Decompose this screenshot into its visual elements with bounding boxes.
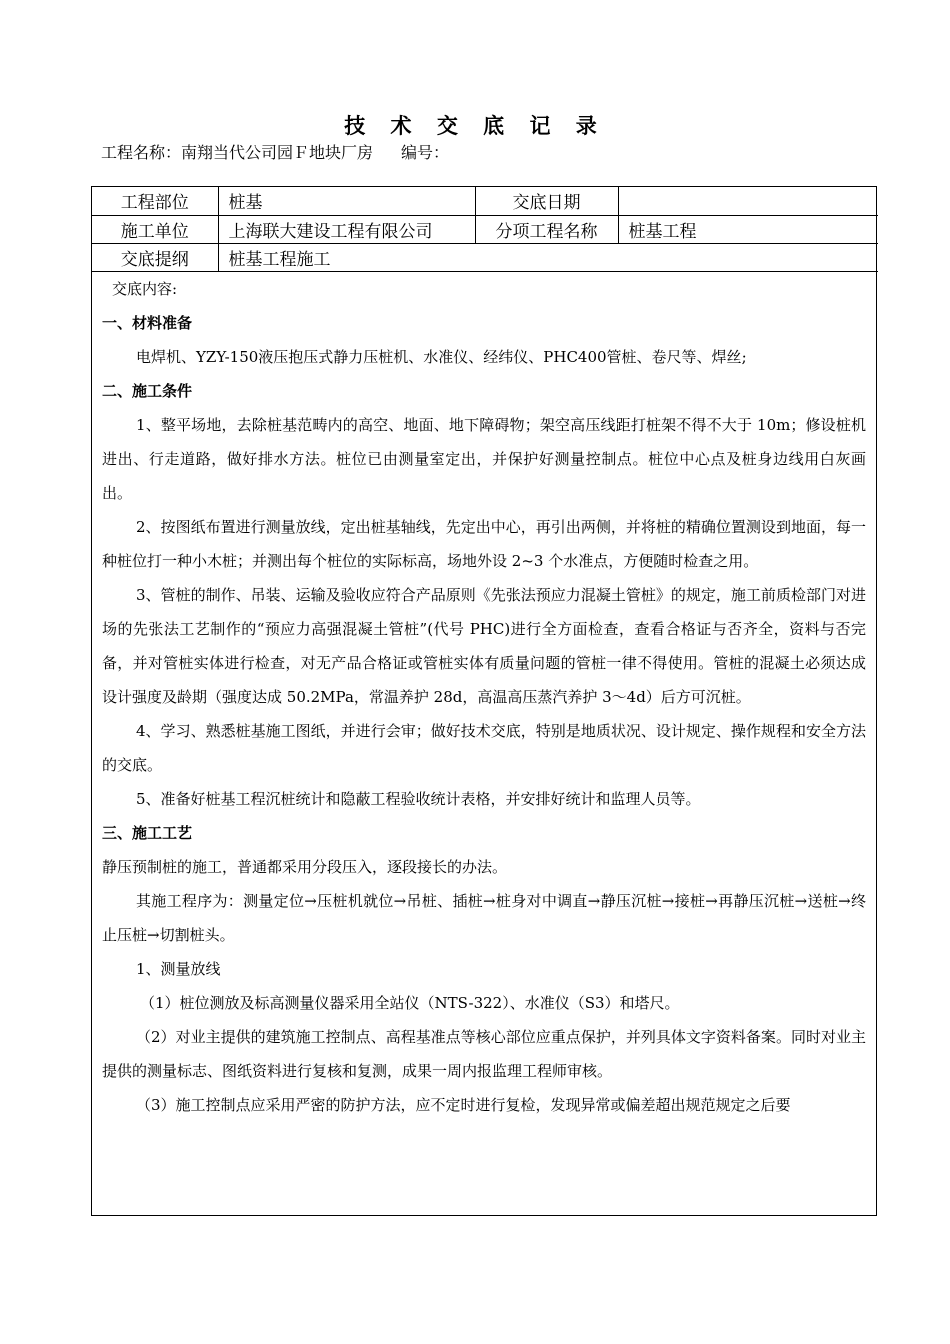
table-row <box>92 215 878 243</box>
outline-value: 桩基工程施工 <box>218 243 878 271</box>
outline-label: 交底提纲 <box>92 243 218 271</box>
paragraph: 1、整平场地，去除桩基范畴内的高空、地面、地下障碍物；架空高压线距打桩架不得不大于 10m；修设桩机进出、行走道路，做好排水方法。桩位已由测量室定出，并保护好测量控制点。桩位中心点及桩身边线用白灰画出。 <box>102 415 866 502</box>
sub-project-name-value: 桩基工程 <box>618 215 878 243</box>
paragraph: 2、按图纸布置进行测量放线，定出桩基轴线，先定出中心，再引出两侧，并将桩的精确位置测设到地面，每一种桩位打一种小木桩；并测出每个桩位的实际标高，场地外设 2~3 个水准点，方便随时检查之用。 <box>102 517 866 570</box>
subsection-heading: 1、测量放线 <box>136 959 221 978</box>
content-label: 交底内容: <box>112 279 178 298</box>
paragraph: （2）对业主提供的建筑施工控制点、高程基准点等核心部位应重点保护，并列具体文字资料备案。同时对业主提供的测量标志、图纸资料进行复核和复测，成果一周内报监理工程师审核。 <box>102 1027 866 1080</box>
paragraph: 静压预制桩的施工，普通都采用分段压入，逐段接长的办法。 <box>102 857 508 876</box>
sub-project-name-label: 分项工程名称 <box>475 215 618 243</box>
paragraph: 5、准备好桩基工程沉桩统计和隐蔽工程验收统计表格，并安排好统计和监理人员等。 <box>136 789 701 808</box>
project-part-value: 桩基 <box>218 187 475 215</box>
paragraph: 电焊机、YZY-150液压抱压式静力压桩机、水准仪、经纬仪、PHC400管桩、卷尺等、焊丝; <box>136 347 747 366</box>
contractor-value: 上海联大建设工程有限公司 <box>218 215 475 243</box>
section-heading-conditions: 二、施工条件 <box>102 381 193 400</box>
document-title: 技 术 交 底 记 录 <box>344 114 606 138</box>
section-heading-process: 三、施工工艺 <box>102 823 193 842</box>
paragraph: （3）施工控制点应采用严密的防护方法，应不定时进行复检，发现异常或偏差超出规范规定之后要 <box>136 1095 791 1114</box>
paragraph: 3、管桩的制作、吊装、运输及验收应符合产品原则《先张法预应力混凝土管桩》的规定，施工前质检部门对进场的先张法工艺制作的“预应力高强混凝土管桩”(代号 PHC)进行全方面检查，查看合格证与否齐全，资料与否完备，并对管桩实体进行检查，对无产品合格证或管桩实体有质量问题的管桩一律不得使用。管桩的混凝土必须达成设计强度及龄期（强度达成 50.2MPa，常温养护 28d，高温高压蒸汽养护 3～4d）后方可沉桩。 <box>102 585 866 706</box>
table-row <box>92 187 878 215</box>
disclosure-date-value <box>618 187 878 215</box>
project-name-label: 工程名称： <box>101 143 182 162</box>
section-heading-materials: 一、材料准备 <box>102 313 193 332</box>
disclosure-date-label: 交底日期 <box>475 187 618 215</box>
project-name-value: 南翔当代公司园Ｆ地块厂房 <box>181 143 374 162</box>
paragraph: 其施工程序为：测量定位→压桩机就位→吊桩、插桩→桩身对中调直→静压沉桩→接桩→再静压沉桩→送桩→终止压桩→切割桩头。 <box>102 891 866 944</box>
disclosure-form <box>91 186 877 1216</box>
info-table <box>92 187 878 272</box>
paragraph: （1）桩位测放及标高测量仪器采用全站仪（NTS-322）、水准仪（S3）和塔尺。 <box>140 993 680 1012</box>
number-label: 编号： <box>401 143 450 162</box>
contractor-label: 施工单位 <box>92 215 218 243</box>
paragraph: 4、学习、熟悉桩基施工图纸，并进行会审；做好技术交底，特别是地质状况、设计规定、操作规程和安全方法的交底。 <box>102 721 866 774</box>
document-header <box>101 140 449 163</box>
table-row <box>92 243 878 271</box>
disclosure-content <box>92 272 876 1122</box>
project-part-label: 工程部位 <box>92 187 218 215</box>
